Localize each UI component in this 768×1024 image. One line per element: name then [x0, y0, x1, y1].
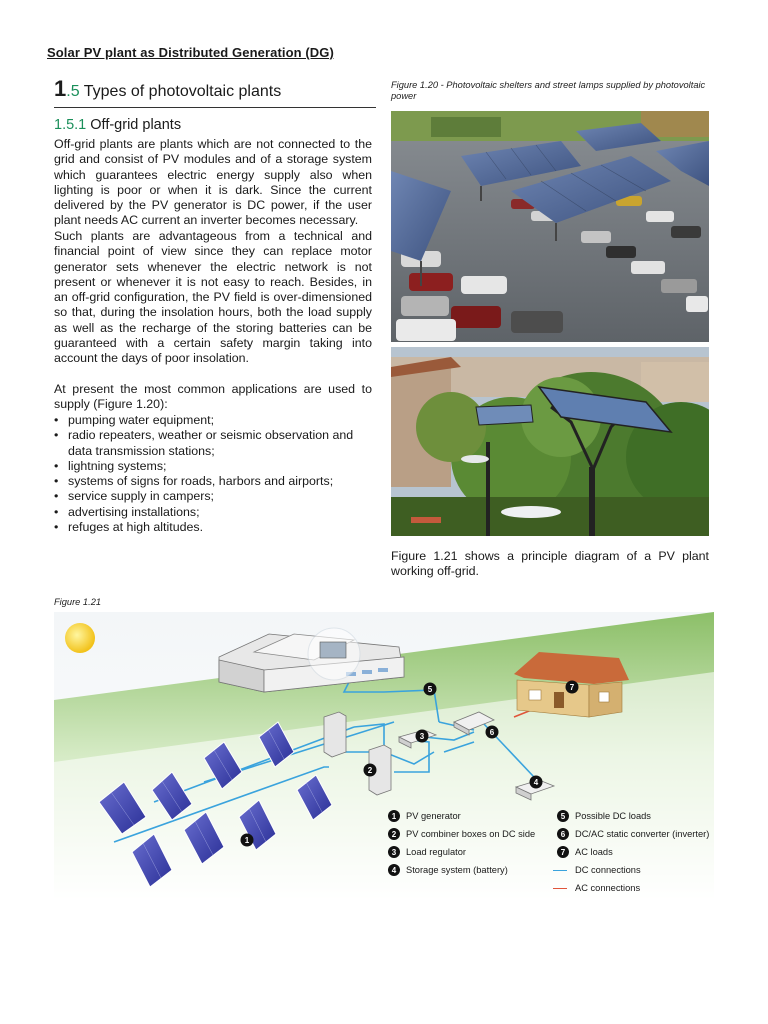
list-item: • pumping water equipment;	[54, 413, 372, 428]
section-title-text: Types of photovoltaic plants	[83, 83, 282, 100]
legend-line-ac: AC connections	[553, 883, 640, 893]
diagram-marker-6	[486, 726, 499, 739]
figure-21-label: Figure 1.21	[54, 597, 102, 607]
parking-shelters-photo	[391, 111, 709, 342]
list-item: • service supply in campers;	[54, 489, 372, 504]
figure-21-intro: Figure 1.21 shows a principle diagram of a PV plant working off-grid.	[391, 549, 709, 579]
subsection-title-text: Off-grid plants	[90, 117, 182, 133]
legend-item-pv-generator: 1 PV generator	[388, 810, 461, 822]
section-number-minor: .5	[66, 83, 80, 100]
legend-line-dc: DC connections	[553, 865, 641, 875]
diagram-marker-3	[416, 730, 429, 743]
diagram-marker-7	[566, 681, 579, 694]
subsection-title	[54, 117, 181, 133]
street-lamps-photo	[391, 347, 709, 536]
legend-item-dc-loads: 5 Possible DC loads	[557, 810, 651, 822]
figure-20-caption: Figure 1.20 - Photovoltaic shelters and street lamps supplied by photovoltaic power	[391, 80, 706, 101]
svg-text:2: 2	[367, 766, 373, 775]
svg-text:7: 7	[569, 683, 575, 692]
legend-item-storage: 4 Storage system (battery)	[388, 864, 508, 876]
svg-text:5: 5	[427, 685, 433, 694]
subsection-number: 1.5.1	[54, 117, 87, 133]
diagram-marker-1	[241, 834, 254, 847]
section-number-major: 1	[54, 76, 67, 101]
list-item: • radio repeaters, weather or seismic observation and data transmission stations;	[54, 428, 372, 459]
list-item: • lightning systems;	[54, 459, 372, 474]
list-item: • advertising installations;	[54, 505, 372, 520]
svg-text:3: 3	[419, 732, 425, 741]
list-item: • systems of signs for roads, harbors and airports;	[54, 474, 372, 489]
legend-item-ac-loads: 7 AC loads	[557, 846, 613, 858]
paragraph-advantages: Such plants are advantageous from a technical and financial point of view since they can replace motor generator sets whenever the electric network is not present or whenever it is not easy to reach. Besides, in an off-grid configuration, the PV field is over-dimensioned so that, during the insolation hours, both the load supply as well as the recharge of the storing batteries can be guaranteed with a certain safety margin taking into account the days of poor insolation.	[54, 229, 372, 366]
list-item: • refuges at high altitudes.	[54, 520, 372, 535]
diagram-marker-2	[364, 764, 377, 777]
diagram-legend	[388, 808, 728, 898]
legend-item-combiner: 2 PV combiner boxes on DC side	[388, 828, 535, 840]
section-title	[54, 76, 376, 108]
paragraph-intro: Off-grid plants are plants which are not connected to the grid and consist of PV modules and of a storage system which guarantees electric energy supply also when lighting is poor or when it is dark. Since the current delivered by the PV generator is DC power, if the user plant needs AC current an inverter becomes necessary.	[54, 137, 372, 228]
svg-text:4: 4	[533, 778, 539, 787]
document-header: Solar PV plant as Distributed Generation (DG)	[47, 45, 334, 60]
legend-item-inverter: 6 DC/AC static converter (inverter)	[557, 828, 709, 840]
paragraph-applications: At present the most common applications are used to supply (Figure 1.20):	[54, 382, 372, 412]
sun-icon	[65, 623, 95, 653]
svg-text:6: 6	[489, 728, 495, 737]
diagram-marker-5	[424, 683, 437, 696]
diagram-marker-4	[530, 776, 543, 789]
svg-text:1: 1	[244, 836, 250, 845]
legend-item-regulator: 3 Load regulator	[388, 846, 466, 858]
applications-list	[54, 413, 372, 535]
